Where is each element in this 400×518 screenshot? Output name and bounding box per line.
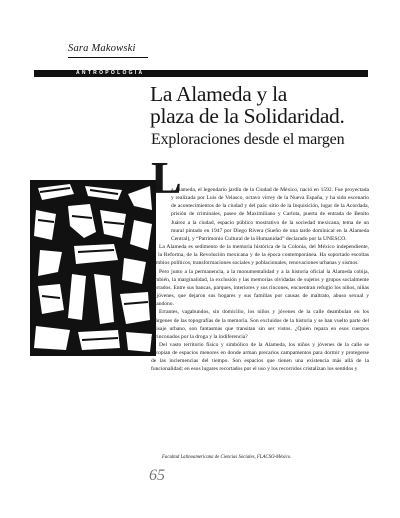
title-line-1: La Alameda y la [150,82,287,106]
paragraph-5: Del vasto territorio físico y simbólico de la Alameda, los niños y jóvenes de la calle se apropian de espacios menores en donde arman precarios campamentos para dormir y protegerse de las inclemencias del tiempo. Son espacios que tienen una existencia más allá de la funcionalidad; en esos lugares recortados por el uso y los recorridos cristalizan los sentidos y [151,341,369,373]
article-subtitle: Exploraciones desde el margen [151,131,345,148]
article-body [151,186,369,374]
drop-cap: L [151,152,182,203]
author-rule [68,57,148,58]
section-label: ANTROPOLOGÍA [76,70,145,76]
article-title [150,83,345,127]
title-line-2: plaza de la Solidaridad. [150,104,345,128]
author-affiliation: Facultad Latinoamericana de Ciencias Sociales, FLACSO-México. [162,455,292,460]
woodcut-illustration [30,180,156,356]
paragraph-3: Pero junto a la permanencia, a la monumentalidad y a la historia oficial la Alameda cobija, también, la marginalidad, la exclusión y las memorias olvidadas de sujetos y grupos socialmente borrados. Entre sus bancas, parques, interiores y sus rincones, encuentran refugio los niños, niñas y jóvenes, que dejaron sus hogares y sus familias por causas de maltrato, abuso sexual y abandono. [151,268,369,308]
author-name: Sara Makowski [68,43,136,54]
page-number: 65 [149,467,165,484]
paragraph-1: a Alameda, el legendario jardín de la Ciudad de México, nació en 1592. Fue proyectada y realizada por Luis de Velasco, octavo virrey de la Nueva España, y ha sido escenario de acontecimientos de la ciudad y del país: sitio de la Inquisición, lugar de la Acordada, prisión de criminales, paseo de Maximiliano y Carlota, puerta de entrada de Benito Juárez a la ciudad, espacio público mostrativo de la sociedad mexicana, tema de un mural pintado en 1947 por Diego Rivera (Sueño de una tarde dominical en la Alameda Central), y “Patrimonio Cultural de la Humanidad” declarado por la UNESCO. [171,187,369,242]
paragraph-2: La Alameda es sedimento de la memoria histórica de la Colonia, del México independiente, de la Reforma, de la Revolución mexicana y de la época contemporánea. Ha soportado escoltas cambios políticos, transformaciones sociales y poblacionales, renovaciones urbanas y sismos. [151,244,369,267]
paragraph-4: Errantes, vagabundos, sin domicilio, los niños y jóvenes de la calle deambulan en los márgenes de las topografías de la memoria. Son excluidos de la historia y se han vuelto parte del paisaje urbano, son fantasmas que transitan sin ser vistos. ¿Quién repara en esos cuerpos arrinconados por la droga y la indiferencia? [151,309,369,340]
